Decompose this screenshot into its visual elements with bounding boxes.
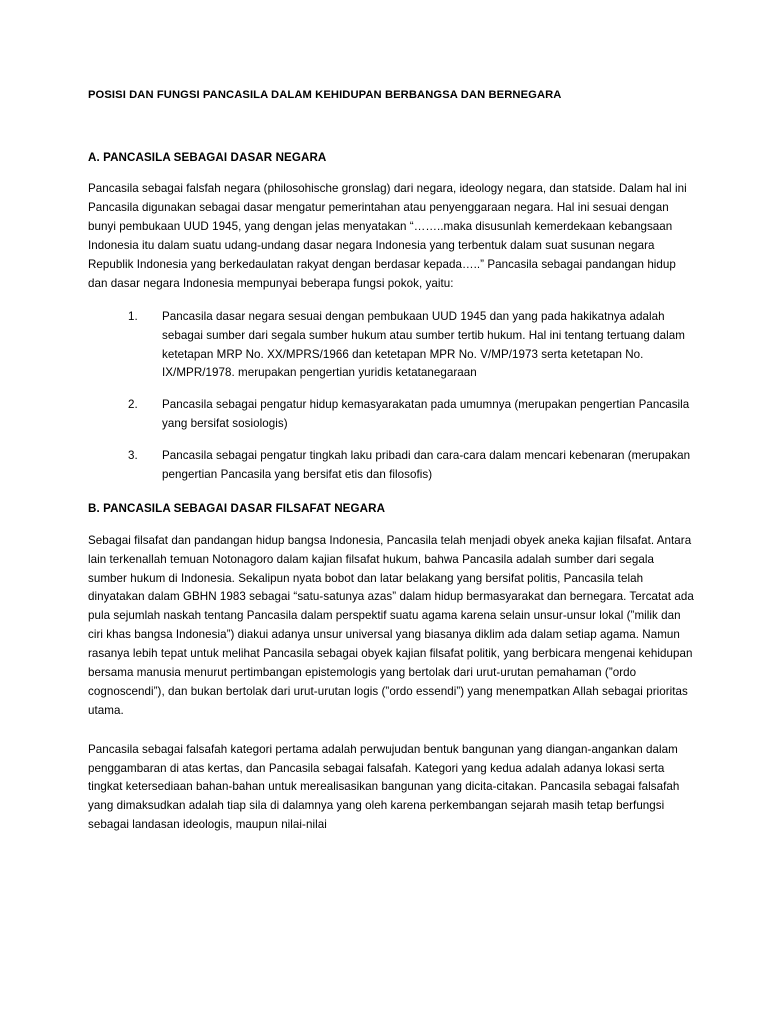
list-item: Pancasila sebagai pengatur hidup kemasyarakatan pada umumnya (merupakan pengertian Pancasila yang bersifat sosiologis): [162, 398, 690, 431]
section-b-paragraph-1: Sebagai filsafat dan pandangan hidup bangsa Indonesia, Pancasila telah menjadi obyek aneka kajian filsafat. Antara lain terkenallah temuan Notonagoro dalam kajian filsafat hukum, bahwa Pancasila adalah sumber dari segala sumber hukum di Indonesia. Sekalipun nyata bobot dan latar belakang yang bersifat politis, Pancasila telah dinyatakan dalam GBHN 1983 sebagai “satu-satunya azas” dalam hidup bermasyarakat dan bernegara. Tercatat ada pula sejumlah naskah tentang Pancasila dalam perspektif suatu agama karena selain unsur-unsur lokal (”milik dan ciri khas bangsa Indonesia”) diakui adanya unsur universal yang biasanya diklim ada dalam setiap agama. Namun rasanya lebih tepat untuk melihat Pancasila sebagai obyek kajian filsafat politik, yang berbicara mengenai kehidupan bersama manusia menurut pertimbangan epistemologis yang bertolak dari urut-urutan pemahaman (”ordo cognoscendi”), dan bukan bertolak dari urut-urutan logis (”ordo essendi”) yang menempatkan Allah sebagai prioritas utama.: [88, 533, 694, 717]
section-b-paragraph-2: Pancasila sebagai falsafah kategori pertama adalah perwujudan bentuk bangunan yang diangan-angankan dalam penggambaran di atas kertas, dan Pancasila sebagai falsafah. Kategori yang kedua adalah adanya lokasi serta tingkat ketersediaan bahan-bahan untuk merealisasikan bangunan yang dicita-citakan. Pancasila sebagai falsafah yang dimaksudkan adalah tiap sila di dalamnya yang oleh karena perkembangan sejarah masih tetap berfungsi sebagai landasan ideologis, maupun nilai-nilai: [88, 742, 680, 832]
section-a-paragraph-1: Pancasila sebagai falsfah negara (philosohische gronslag) dari negara, ideology negara, dan statside. Dalam hal ini Pancasila digunakan sebagai dasar mengatur pemerintahan atau penyenggaraan negara. Hal ini sesuai dengan bunyi pembukaan UUD 1945, yang dengan jelas menyatakan “……..maka disusunlah kemerdekaan kebangsaan Indonesia itu dalam suatu udang-undang dasar negara Indonesia yang terbentuk dalam suat susunan negara Republik Indonesia yang berkedaulatan rakyat dengan berdasar kepada…..” Pancasila sebagai pandangan hidup dan dasar negara Indonesia mempunyai beberapa fungsi pokok, yaitu:: [88, 182, 687, 290]
list-item: Pancasila sebagai pengatur tingkah laku pribadi dan cara-cara dalam mencari kebenaran (merupakan pengertian Pancasila yang bersifat etis dan filosofis): [162, 449, 691, 482]
section-heading-a: A. PANCASILA SEBAGAI DASAR NEGARA: [88, 150, 327, 164]
list-item: Pancasila dasar negara sesuai dengan pembukaan UUD 1945 dan yang pada hakikatnya adalah sebagai sumber dari segala sumber hukum atau sumber tertib hukum. Hal ini tentang tertuang dalam ketetapan MRP No. XX/MPRS/1966 dan ketetapan MPR No. V/MP/1973 serta ketetapan No. IX/MPR/1978. merupakan pengertian yuridis ketatanegaraan: [162, 309, 685, 380]
section-heading-b: B. PANCASILA SEBAGAI DASAR FILSAFAT NEGARA: [88, 501, 386, 515]
section-a-list: [88, 308, 694, 485]
page-title: POSISI DAN FUNGSI PANCASILA DALAM KEHIDUPAN BERBANGSA DAN BERNEGARA: [88, 89, 562, 101]
